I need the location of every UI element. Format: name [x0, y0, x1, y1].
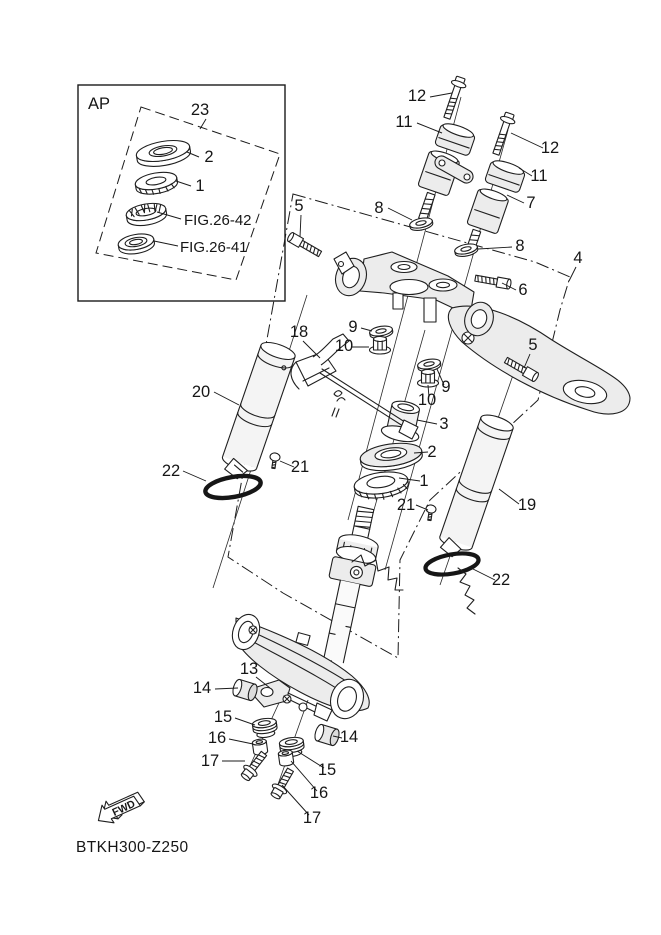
callout-14-right: 14 [339, 728, 359, 746]
collar-16-right [278, 749, 294, 766]
callout-4: 4 [573, 249, 583, 267]
callout-16-right: 16 [309, 784, 329, 802]
callout-12-right: 12 [540, 139, 560, 157]
callout-2-inset: 2 [204, 148, 214, 166]
callout-22-right: 22 [491, 571, 511, 589]
callout-23: 23 [190, 101, 210, 119]
callout-1-main: 1 [419, 472, 429, 490]
callout-1-inset: 1 [195, 177, 205, 195]
callout-2-main: 2 [427, 443, 437, 461]
callout-20: 20 [191, 383, 211, 401]
callout-5-right: 5 [528, 336, 538, 354]
callout-11-left: 11 [395, 113, 413, 131]
callout-13: 13 [239, 660, 259, 678]
callout-19: 19 [517, 496, 537, 514]
callout-21-left: 21 [290, 458, 310, 476]
callout-10-right: 10 [417, 391, 437, 409]
callout-18: 18 [289, 323, 309, 341]
callout-22-left: 22 [161, 462, 181, 480]
callout-11-right: 11 [530, 167, 548, 185]
callout-17-left: 17 [200, 752, 220, 770]
drawing-code: BTKH300-Z250 [76, 839, 189, 856]
callout-10-left: 10 [334, 337, 354, 355]
callout-3: 3 [439, 415, 449, 433]
callout-9-right: 9 [441, 378, 451, 396]
callout-16-left: 16 [207, 729, 227, 747]
callout-7: 7 [526, 194, 536, 212]
callout-8-left: 8 [374, 199, 384, 217]
fwd-label: FWD [110, 797, 138, 819]
callout-21-right: 21 [396, 496, 416, 514]
callout-15-right: 15 [317, 761, 337, 779]
inset-ap-label: AP [88, 95, 111, 113]
callout-fig-26-42: FIG.26-42 [184, 212, 252, 229]
callout-17-right: 17 [302, 809, 322, 827]
callout-8-right: 8 [515, 237, 525, 255]
callout-9-left: 9 [348, 318, 358, 336]
callout-6: 6 [518, 281, 528, 299]
callout-12-left: 12 [407, 87, 427, 105]
callout-5-left: 5 [294, 197, 304, 215]
callout-fig-26-41: FIG.26-41 [180, 239, 248, 256]
callout-14-left: 14 [192, 679, 212, 697]
callout-15-left: 15 [213, 708, 233, 726]
